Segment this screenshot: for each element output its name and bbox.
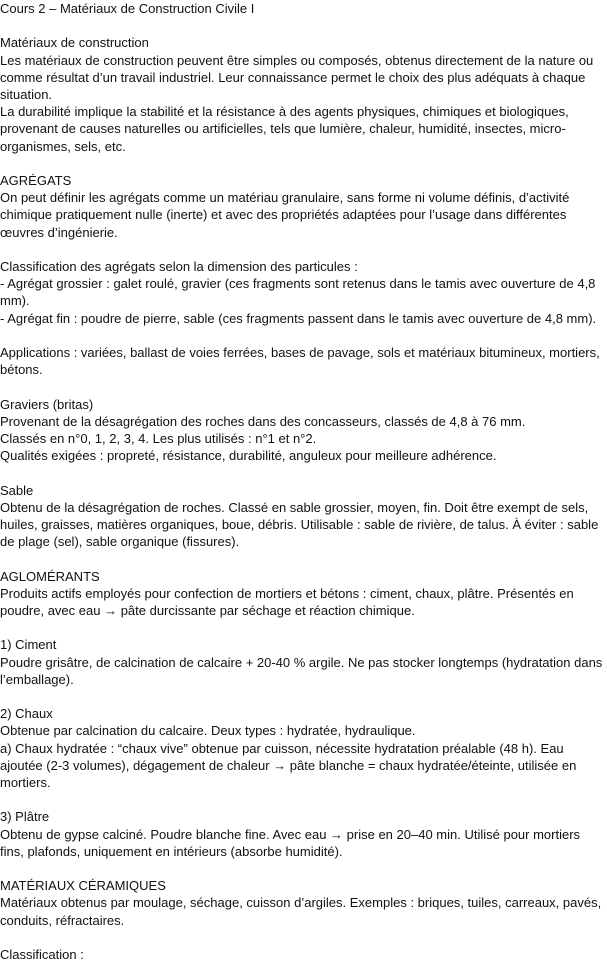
section-paragraph: Obtenue par calcination du calcaire. Deux types : hydratée, hydraulique.: [0, 723, 416, 739]
spacer: [0, 17, 607, 34]
spacer: [0, 619, 607, 636]
section-block: [0, 946, 607, 963]
section-paragraph: Produits actifs employés pour confection de mortiers et bétons : ciment, chaux, plâtre. Présentés en poudre, avec eau → pâte durcissante par séchage et réaction chimique.: [0, 585, 574, 618]
section-paragraph: Matériaux obtenus par moulage, séchage, cuisson d’argiles. Exemples : briques, tuiles, carreaux, pavés, conduits, réfractaires.: [0, 895, 602, 928]
section-block: [0, 396, 607, 465]
section-heading: AGRÉGATS: [0, 173, 72, 188]
section-paragraph: - Agrégat grossier : galet roulé, gravier (ces fragments sont retenus dans le tamis avec ouverture de 4,8 mm).: [0, 276, 596, 309]
section-block: [0, 877, 607, 929]
section-paragraph: On peut définir les agrégats comme un matériau granulaire, sans forme ni volume définis, d’activité chimique pratiquement nulle (inerte) et avec des propriétés adaptées pour l’usage dans différentes œuvres d’ingénierie.: [0, 190, 570, 240]
section-paragraph: La durabilité implique la stabilité et la résistance à des agents physiques, chimiques et biologiques, provenant de causes naturelles ou artificielles, tels que lumière, chaleur, humidité, insectes, micro-organismes, sels, etc.: [0, 104, 569, 154]
spacer: [0, 327, 607, 344]
section-block: [0, 172, 607, 241]
section-paragraph: Provenant de la désagrégation des roches dans des concasseurs, classés de 4,8 à 76 mm.: [0, 413, 526, 429]
section-heading: 2) Chaux: [0, 706, 53, 722]
spacer: [0, 155, 607, 172]
document-body: [0, 34, 607, 963]
section-paragraph: a) Chaux hydratée : “chaux vive” obtenue par cuisson, nécessite hydratation préalable (48 h). Eau ajoutée (2-3 volumes), dégagement de chaleur → pâte blanche = chaux hydratée/éteinte, utilisée en mortiers.: [0, 740, 577, 790]
section-paragraph: Qualités exigées : propreté, résistance, durabilité, anguleux pour meilleure adhérence.: [0, 448, 497, 464]
spacer: [0, 688, 607, 705]
spacer: [0, 791, 607, 808]
section-heading: 3) Plâtre: [0, 809, 50, 825]
spacer: [0, 550, 607, 567]
section-heading: MATÉRIAUX CÉRAMIQUES: [0, 878, 166, 894]
section-block: [0, 808, 607, 860]
section-block: [0, 344, 607, 378]
section-paragraph: Applications : variées, ballast de voies ferrées, bases de pavage, sols et matériaux bitumineux, mortiers, bétons.: [0, 345, 600, 378]
section-paragraph: Les matériaux de construction peuvent être simples ou composés, obtenus directement de la nature ou comme résultat d’un travail industriel. Leur connaissance permet le choix des plus adéquats à chaque situation.: [0, 52, 594, 102]
section-heading: Classification :: [0, 946, 84, 962]
section-heading: Graviers (britas): [0, 396, 94, 412]
section-heading: Classification des agrégats selon la dimension des particules :: [0, 259, 358, 274]
section-block: [0, 568, 607, 620]
section-heading: 1) Ciment: [0, 637, 57, 653]
spacer: [0, 241, 607, 258]
section-block: [0, 34, 607, 154]
section-paragraph: Obtenu de gypse calciné. Poudre blanche fine. Avec eau → prise en 20–40 min. Utilisé pour mortiers fins, plafonds, uniquement en intérieurs (absorbe humidité).: [0, 826, 581, 859]
spacer: [0, 464, 607, 481]
spacer: [0, 378, 607, 395]
section-paragraph: Poudre grisâtre, de calcination de calcaire + 20-40 % argile. Ne pas stocker longtemps (hydratation dans l’emballage).: [0, 654, 603, 687]
section-block: [0, 636, 607, 688]
section-heading: AGLOMÉRANTS: [0, 568, 100, 584]
section-paragraph: - Agrégat fin : poudre de pierre, sable (ces fragments passent dans le tamis avec ouverture de 4,8 mm).: [0, 310, 597, 326]
spacer: [0, 929, 607, 946]
section-heading: Matériaux de construction: [0, 35, 149, 51]
spacer: [0, 860, 607, 877]
document-title: Cours 2 – Matériaux de Construction Civile I: [0, 1, 255, 16]
section-paragraph: Obtenu de la désagrégation de roches. Classé en sable grossier, moyen, fin. Doit être exempt de sels, huiles, graisses, matières organiques, boue, débris. Utilisable : sable de rivière, de talus. À éviter : sable de plage (sel), sable organique (fissures).: [0, 499, 599, 550]
section-block: [0, 705, 607, 791]
section-block: [0, 258, 607, 327]
section-heading: Sable: [0, 482, 34, 498]
section-paragraph: Classés en n°0, 1, 2, 3, 4. Les plus utilisés : n°1 et n°2.: [0, 431, 317, 446]
section-block: [0, 482, 607, 551]
